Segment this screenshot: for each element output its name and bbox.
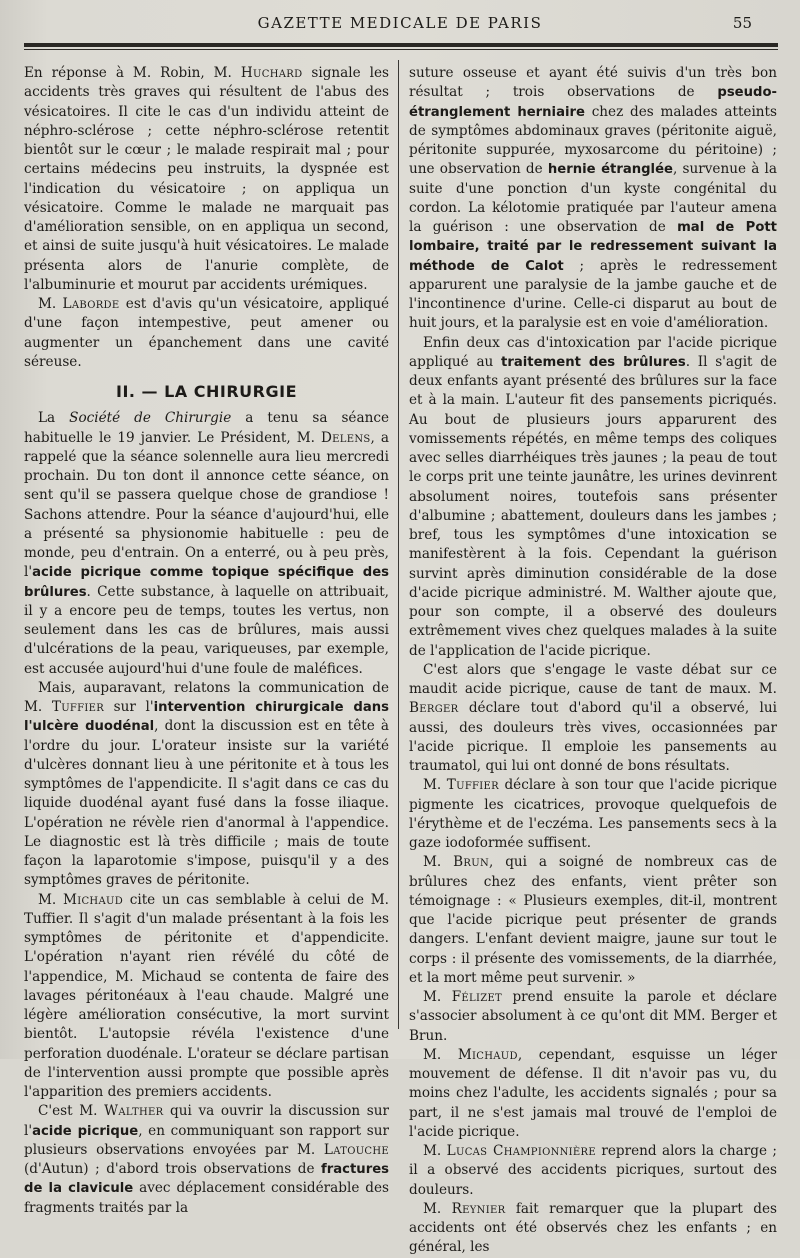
text-run: Enfin deux cas d'intoxication par l'acide picrique appliqué au (409, 334, 777, 370)
bold-term: acide picrique comme topique spécifique des brûlures (24, 565, 389, 600)
section-title: II. — LA CHIRURGIE (115, 382, 297, 401)
text-run: , qui a soigné de nombreux cas de brûlures chez des enfants, vient prêter son témoignage : « Plusieurs exemples, dit-il, montrent que l'acide picrique peut présenter de grands dangers. L'enfant devient maigre, jaune sur tout le corps : il présente des vomissements, de la diarrhée, et la mort même peut survenir. » (409, 854, 777, 986)
paragraph-tuffier-cicatrices (409, 776, 777, 853)
text-run: . Cette substance, à laquelle on attribuait, il y a encore peu de temps, toutes les vertus, non seulement dans les cas de brûlures, mais aussi d'ulcérations de la peau, variqueuses, par exemple, est accusée aujourd'hui d'une foule de maléfices. (24, 583, 389, 677)
paragraph-brun (409, 853, 777, 988)
bold-term: fractures de la clavicule (24, 1162, 389, 1197)
text-run: suture osseuse et ayant été suivis d'un très bon résultat ; trois observations de (409, 65, 777, 101)
paragraph-huchard (24, 64, 389, 295)
text-run: déclare tout d'abord qu'il a observé, lui aussi, des douleurs très vives, occasionnées par l'acide picrique. Il emploie les pansements au traumatol, qui lui ont donné de bons résultats. (409, 700, 777, 774)
text-run: En réponse à M. Robin, M. (24, 65, 241, 81)
italic-term: Société de Chirurgie (69, 410, 232, 427)
person-name: Félizet (451, 989, 503, 1005)
text-run: Mais, auparavant, relatons la communication de M. (24, 679, 389, 715)
text-run: M. (423, 777, 447, 794)
person-name: Reynier (451, 1200, 506, 1217)
person-name: Latouche (323, 1141, 389, 1158)
text-run: a tenu sa séance habituelle le 19 janvier. Le Président, M. (24, 410, 389, 446)
text-run: avec déplacement considérable des fragments traités par la (24, 1180, 390, 1216)
text-run: C'est M. (38, 1103, 105, 1120)
text-run: M. (423, 1200, 452, 1217)
text-run: , survenue à la suite d'une ponction d'un kyste congénital du cordon. La kélotomie pratiquée par l'auteur amena la guérison : une observation de (409, 161, 777, 235)
text-run: , en communiquant son rapport sur plusieurs observations envoyées par M. (24, 1122, 389, 1158)
text-run: La (38, 410, 70, 427)
page-number: 55 (732, 14, 752, 32)
text-run: prend ensuite la parole et déclare s'associer absolument à ce qu'ont dit MM. Berger et Brun. (409, 989, 777, 1044)
paragraph-michaud-cas (24, 891, 389, 1103)
paragraph-felizet (409, 988, 777, 1046)
text-run: , dont la discussion est en tête à l'ordre du jour. L'orateur insiste sur la variété d'ulcères donnant lieu à une péritonite et à tous les symptômes de l'appendicite. Il s'agit dans ce cas du liquide duodénal ayant fusé dans la fosse iliaque. L'opération ne révèle rien d'anormal à l'appendice. Le diagnostic est là très difficile ; mais de toute façon la laparotomie s'impose, puisqu'il y a des symptômes graves de péritonite. (24, 718, 389, 889)
right-column (409, 64, 778, 1256)
journal-title: GAZETTE MEDICALE DE PARIS (257, 14, 543, 32)
column-divider (398, 60, 399, 1029)
person-name: Tuffier (446, 777, 499, 794)
text-run: qui va ouvrir la discussion sur l' (24, 1103, 389, 1139)
paragraph-championniere (409, 1142, 777, 1200)
text-run: M. (423, 1143, 447, 1159)
text-run: M. (38, 296, 63, 312)
bold-term: acide picrique (32, 1123, 139, 1139)
text-run: C'est alors que s'engage le vaste débat sur ce maudit acide picrique, cause de tant de maux. M. (409, 661, 777, 697)
text-run: chez des malades atteints de symptômes abdominaux graves (péritonite aiguë, péritonite suppurée, myxosarcome du péritoine) ; une observation de (409, 103, 777, 178)
person-name: Delens (320, 429, 371, 446)
person-name: Lucas Championnière (446, 1143, 596, 1159)
text-run: , a rappelé que la séance solennelle aura lieu mercredi prochain. Du ton dont il annonce cette séance, on sent qu'il se passera quelque chose de grandiose ! Sachons attendre. Pour la séance d'aujourd'hui, elle a présenté sa physionomie habituelle : peu de monde, peu d'entrain. On a enterré, ou à peu près, l' (24, 429, 389, 581)
paragraph-intoxication (409, 334, 777, 661)
text-run: déclare à son tour que l'acide picrique pigmente les cicatrices, provoque quelquefois de l'érythème et de l'eczéma. Les pansements secs à la gaze iodoformée suffisent. (409, 777, 777, 851)
text-run: , cependant, esquisse un léger mouvement de défense. Il dit n'avoir pas vu, du moins chez l'adulte, les accidents signalés ; pour sa part, il ne s'est jamais mal trouvé de l'emploi de l'acide picrique. (409, 1046, 777, 1140)
text-run: M. (423, 989, 452, 1005)
paragraph-berger (409, 661, 777, 777)
person-name: Michaud (457, 1046, 518, 1063)
paragraph-michaud-defense (409, 1046, 777, 1142)
text-run: fait remarquer que la plupart des accidents ont été observés chez les enfants ; en général, les (409, 1200, 778, 1256)
text-run: M. (423, 854, 454, 871)
text-run: reprend alors la charge ; il a observé des accidents picriques, surtout des douleurs. (409, 1143, 777, 1198)
person-name: Brun (453, 854, 490, 871)
text-run: . Il s'agit de deux enfants ayant présenté des brûlures sur la face et à la main. L'auteur fit des pansements picriqués. Au bout de plusieurs jours apparurent des vomissements répétés, en même temps des coliques avec selles diarrhéiques très jaunes ; la peau de tout le corps prit une teinte jaunâtre, les urines devinrent absolument noires, toutefois sans présenter d'albumine ; abattement, douleurs dans les jambes ; bref, tous les symptômes d'une intoxication se manifestèrent à la fois. Cependant la guérison survint après diminution considérable de la dose d'acide picrique administré. M. Walther ajoute que, pour son compte, il a observé des douleurs extrêmement vives chez quelques malades à la suite de l'application de l'acide picrique. (409, 353, 778, 659)
paragraph-laborde (24, 295, 389, 372)
text-run: M. (38, 891, 63, 908)
text-run: (d'Autun) ; d'abord trois observations de (24, 1161, 322, 1177)
person-name: Michaud (63, 891, 124, 908)
bold-term: pseudo-étranglement herniaire (409, 85, 777, 120)
paragraph-societe-chirurgie (24, 409, 389, 679)
header-rule-thin (24, 49, 778, 50)
person-name: Walther (104, 1103, 164, 1120)
text-run: M. (423, 1046, 458, 1063)
bold-term: mal de Pott lombaire, traité par le redressement suivant la méthode de Calot (409, 220, 777, 274)
paragraph-tuffier-ulcere (24, 679, 389, 891)
text-run: ; après le redressement apparurent une paralysie de la jambe gauche et de l'incontinence d'urine. Celle-ci disparut au bout de huit jours, et la paralysie est en voie d'amélioration. (409, 257, 777, 332)
text-run: est d'avis qu'un vésicatoire, appliqué d'une façon intempestive, peut amener ou augmenter un épanchement dans une cavité séreuse. (24, 296, 390, 370)
text-run: cite un cas semblable à celui de M. Tuffier. Il s'agit d'un malade présentant à la fois les symptômes de péritonite et d'appendicite. L'opération n'ayant rien révélé du côté de l'appendice, M. Michaud se contenta de faire des lavages péritonéaux à l'eau chaude. Malgré une légère amélioration consécutive, la mort survint bientôt. L'autopsie révéla l'existence d'une perforation duodénale. L'orateur se déclare partisan de l'intervention aussi prompte que possible après l'apparition des premiers accidents. (24, 891, 390, 1100)
person-name: Laborde (62, 296, 120, 312)
bold-term: traitement des brûlures (501, 354, 686, 370)
person-name: Tuffier (51, 699, 105, 715)
paragraph-walther-rapport (24, 1102, 389, 1218)
text-run: sur l' (104, 699, 154, 715)
paragraph-observations (409, 64, 777, 334)
page-header (22, 12, 778, 36)
bold-term: intervention chirurgicale dans l'ulcère duodénal (24, 700, 389, 735)
header-rule (24, 43, 778, 47)
person-name: Huchard (240, 65, 303, 81)
paragraph-reynier (409, 1200, 777, 1258)
left-column (24, 64, 390, 1216)
person-name: Berger (409, 700, 459, 717)
text-run: signale les accidents très graves qui résultent de l'abus des vésicatoires. Il cite le cas d'un individu atteint de néphro-sclérose ; cette néphro-sclérose retentit bientôt sur le cœur ; le malade respirait mal ; pour certains médecins peu instruits, la dyspnée est l'indication du vésicatoire ; on appliqua un vésicatoire. Comme le malade ne marquait pas d'amélioration sensible, on en appliqua un second, et ainsi de suite jusqu'à huit vésicatoires. Le malade présenta alors de l'anurie complète, de l'albuminurie et mourut par accidents urémiques. (24, 65, 389, 293)
bold-term: hernie étranglée (547, 162, 673, 178)
